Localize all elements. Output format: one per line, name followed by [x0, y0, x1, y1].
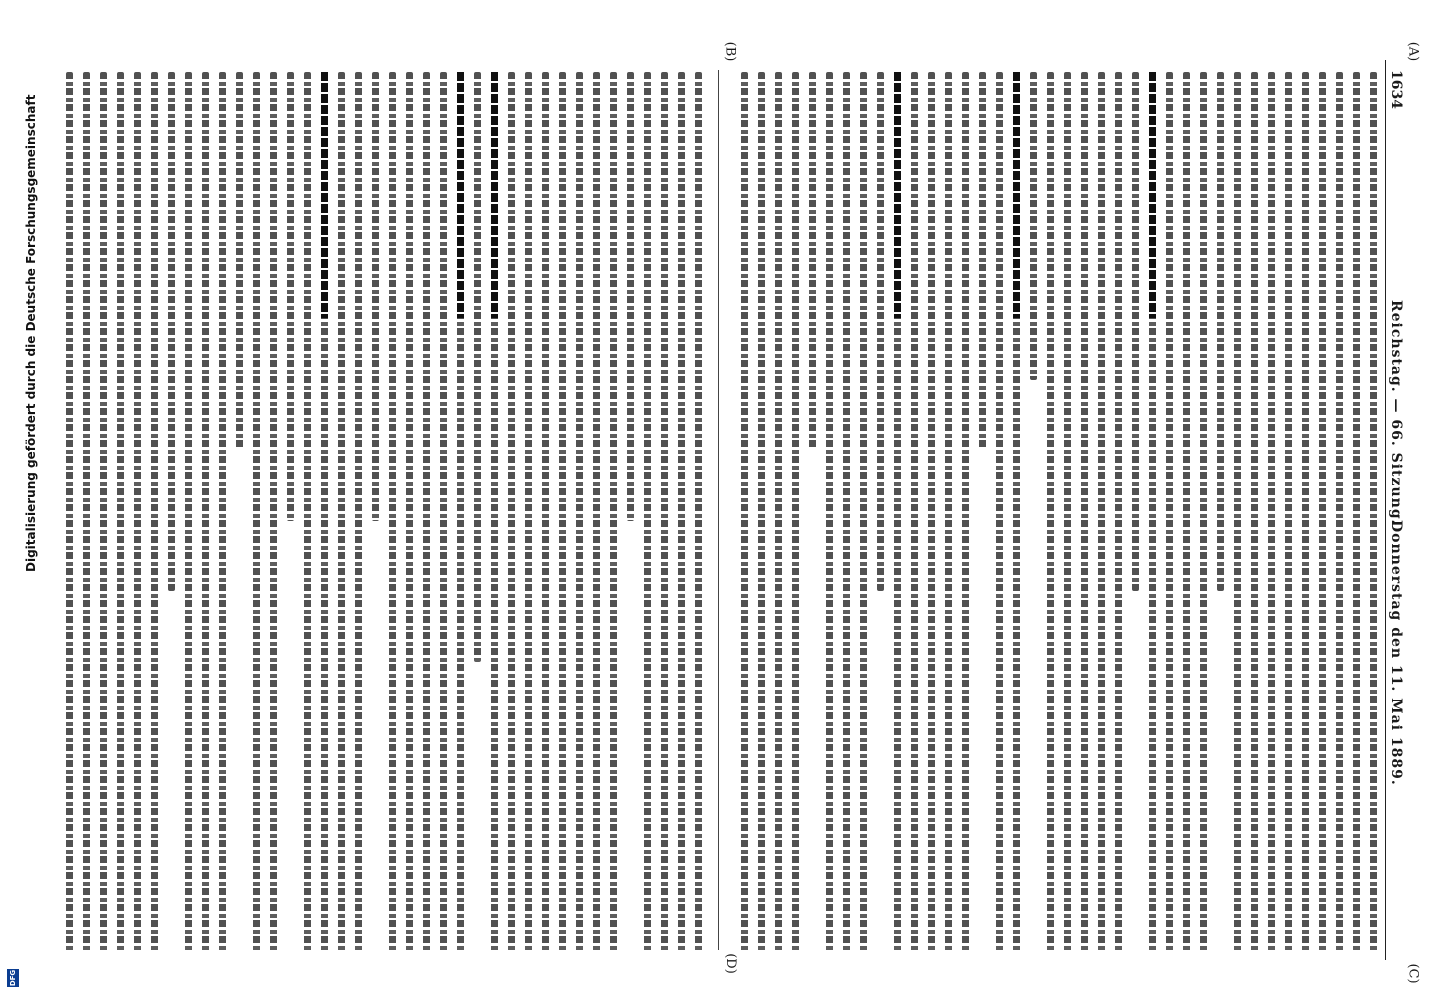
margin-marker-a: (A)	[1405, 41, 1421, 62]
text-line	[1285, 72, 1292, 952]
text-line	[185, 72, 192, 952]
text-line	[83, 72, 90, 952]
text-line	[826, 72, 833, 952]
speaker-label	[1013, 72, 1020, 318]
text-line	[440, 72, 447, 952]
text-line	[758, 72, 765, 952]
text-line	[1217, 72, 1224, 591]
text-line	[1302, 72, 1309, 952]
text-line	[474, 72, 481, 662]
text-line	[423, 72, 430, 952]
header-rule	[1385, 60, 1386, 960]
text-line	[792, 72, 799, 952]
text-line	[287, 72, 294, 521]
text-line	[1200, 72, 1207, 952]
text-line	[1353, 72, 1360, 952]
text-line	[644, 72, 651, 952]
speaker-label	[491, 72, 498, 318]
speaker-label	[321, 72, 328, 318]
text-line	[406, 72, 413, 952]
margin-marker-c: (C)	[1405, 963, 1421, 984]
text-line	[1166, 72, 1173, 952]
text-line	[1251, 72, 1258, 952]
text-line	[979, 72, 986, 450]
text-line	[525, 72, 532, 952]
session-date: Donnerstag den 11. Mai 1889.	[1388, 520, 1404, 786]
text-line	[1268, 72, 1275, 952]
text-line	[1370, 72, 1377, 952]
text-line	[168, 72, 175, 591]
text-line	[100, 72, 107, 952]
text-line	[1132, 72, 1139, 591]
text-line	[1098, 72, 1105, 952]
speaker-label	[894, 72, 901, 318]
text-line	[66, 72, 73, 952]
text-line	[809, 72, 816, 450]
text-line	[610, 72, 617, 952]
column-divider	[718, 70, 719, 950]
text-line	[1047, 72, 1054, 952]
text-line	[219, 72, 226, 952]
dfg-logo-icon: DFG	[9, 969, 17, 987]
text-line	[508, 72, 515, 952]
text-line	[1336, 72, 1343, 952]
digitization-note: Digitalisierung gefördert durch die Deutsche Forschungsgemeinschaft	[24, 94, 38, 572]
text-line	[945, 72, 952, 952]
text-line	[678, 72, 685, 952]
text-line	[843, 72, 850, 952]
text-line	[151, 72, 158, 952]
text-line	[661, 72, 668, 952]
text-line	[117, 72, 124, 952]
text-line	[996, 72, 1003, 952]
text-line	[928, 72, 935, 952]
text-line	[962, 72, 969, 952]
text-column-right	[735, 72, 1380, 952]
text-line	[542, 72, 549, 952]
text-line	[389, 72, 396, 952]
text-line	[1319, 72, 1326, 952]
margin-marker-b: (B)	[722, 41, 738, 62]
text-line	[1081, 72, 1088, 952]
text-line	[627, 72, 634, 521]
text-line	[355, 72, 362, 952]
text-line	[1030, 72, 1037, 380]
text-line	[253, 72, 260, 952]
text-line	[202, 72, 209, 952]
text-line	[236, 72, 243, 450]
text-line	[877, 72, 884, 591]
text-line	[1234, 72, 1241, 952]
text-line	[741, 72, 748, 952]
speaker-label	[1149, 72, 1156, 318]
text-line	[559, 72, 566, 952]
text-line	[338, 72, 345, 952]
text-line	[134, 72, 141, 952]
running-title: Reichstag. — 66. Sitzung.	[1388, 300, 1404, 526]
text-line	[270, 72, 277, 952]
text-line	[860, 72, 867, 952]
text-line	[911, 72, 918, 952]
text-line	[695, 72, 702, 952]
text-line	[304, 72, 311, 952]
page-number: 1634	[1388, 70, 1404, 109]
text-line	[372, 72, 379, 521]
text-line	[576, 72, 583, 952]
text-line	[593, 72, 600, 952]
text-column-left	[60, 72, 705, 952]
speaker-label	[457, 72, 464, 318]
text-line	[1115, 72, 1122, 952]
margin-marker-d: (D)	[722, 953, 738, 974]
text-line	[1064, 72, 1071, 952]
text-line	[775, 72, 782, 952]
text-line	[1183, 72, 1190, 952]
